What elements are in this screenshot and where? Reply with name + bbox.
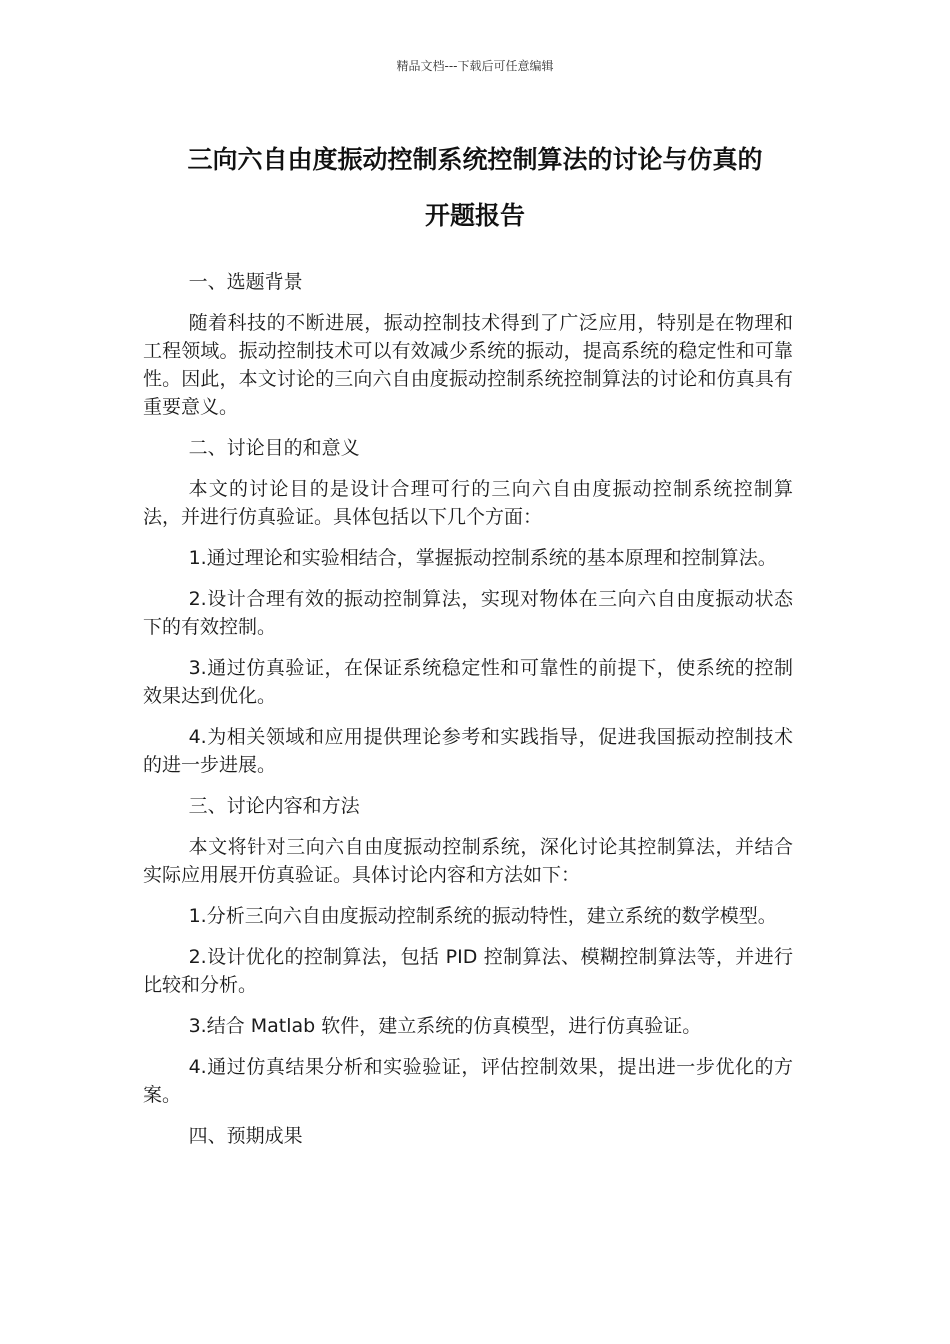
paragraph-background: 随着科技的不断进展，振动控制技术得到了广泛应用，特别是在物理和工程领域。振动控制技术可以有效减少系统的振动，提高系统的稳定性和可靠性。因此，本文讨论的三向六自由度振动控制系统控制算法的讨论和仿真具有重要意义。 (143, 312, 793, 418)
list-item-method-2: 2.设计优化的控制算法，包括 PID 控制算法、模糊控制算法等，并进行比较和分析。 (143, 946, 793, 996)
list-item-method-1: 1.分析三向六自由度振动控制系统的振动特性，建立系统的数学模型。 (188, 905, 777, 927)
paragraph-purpose-intro: 本文的讨论目的是设计合理可行的三向六自由度振动控制系统控制算法，并进行仿真验证。具体包括以下几个方面： (143, 478, 793, 528)
title-line-1: 三向六自由度振动控制系统控制算法的讨论与仿真的 (187, 145, 763, 174)
paragraph-methods-intro: 本文将针对三向六自由度振动控制系统，深化讨论其控制算法，并结合实际应用展开仿真验证。具体讨论内容和方法如下： (143, 836, 793, 886)
section-heading-methods: 三、讨论内容和方法 (188, 795, 360, 817)
section-heading-purpose: 二、讨论目的和意义 (188, 437, 360, 459)
list-item-purpose-1: 1.通过理论和实验相结合，掌握振动控制系统的基本原理和控制算法。 (188, 547, 777, 569)
section-heading-outcomes: 四、预期成果 (188, 1125, 303, 1147)
list-item-purpose-3: 3.通过仿真验证，在保证系统稳定性和可靠性的前提下，使系统的控制效果达到优化。 (143, 657, 793, 707)
document-body (143, 268, 793, 1163)
title-line-2: 开题报告 (424, 201, 525, 230)
document-title (143, 132, 807, 244)
list-item-purpose-2: 2.设计合理有效的振动控制算法，实现对物体在三向六自由度振动状态下的有效控制。 (143, 588, 793, 638)
list-item-method-3: 3.结合 Matlab 软件，建立系统的仿真模型，进行仿真验证。 (188, 1015, 702, 1037)
section-heading-background: 一、选题背景 (188, 271, 303, 293)
header-note: 精品文档---下载后可任意编辑 (396, 59, 554, 73)
list-item-purpose-4: 4.为相关领域和应用提供理论参考和实践指导，促进我国振动控制技术的进一步进展。 (143, 726, 793, 776)
list-item-method-4: 4.通过仿真结果分析和实验验证，评估控制效果，提出进一步优化的方案。 (143, 1056, 793, 1106)
